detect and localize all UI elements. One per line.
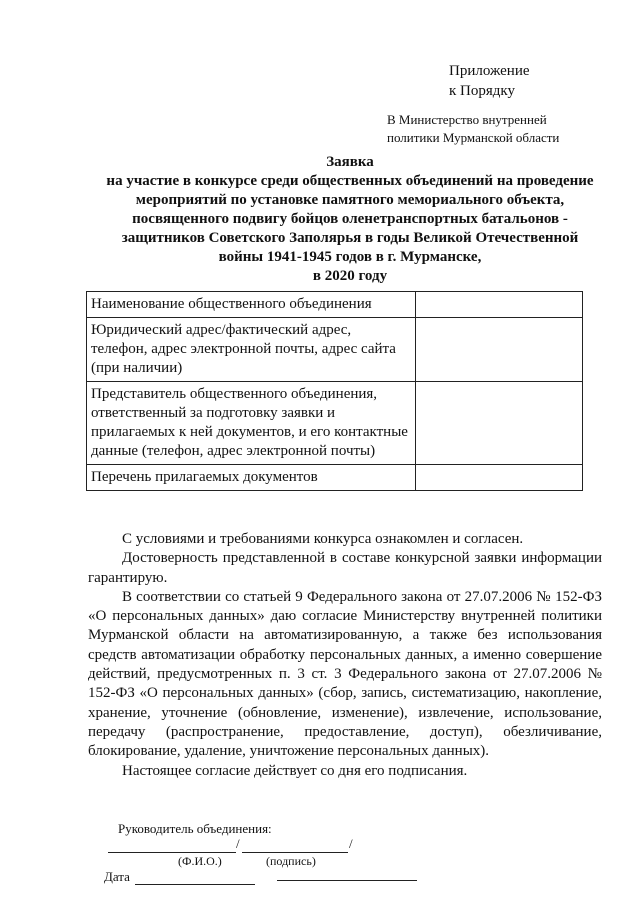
signature-caption: (подпись)	[266, 854, 316, 868]
title-line: защитников Советского Заполярья в годы Великой Отечественной	[121, 230, 579, 246]
row-label-address-contacts: Юридический адрес/фактический адрес, телефон, адрес электронной почты, адрес сайта (при наличии)	[87, 318, 416, 382]
date-line[interactable]	[135, 884, 255, 885]
table-row	[87, 292, 583, 318]
signature-role-label: Руководитель объединения:	[118, 821, 272, 836]
row-label-representative: Представитель общественного объединения, ответственный за подготовку заявки и прилагаемых к ней документов, и его контактные данные (телефон, адрес электронной почты)	[87, 382, 416, 465]
addressee	[387, 111, 559, 147]
title-line: на участие в конкурсе среди общественных объединений на проведение	[106, 173, 594, 189]
appendix-line-2: к Порядку	[449, 83, 515, 99]
separator-slash: /	[236, 836, 240, 851]
addressee-line-1: В Министерство внутренней	[387, 112, 547, 127]
title-line: посвященного подвигу бойцов оленетранспортных батальонов -	[132, 211, 568, 227]
document-title	[90, 153, 610, 286]
representative-field[interactable]	[415, 382, 582, 465]
consent-text	[88, 530, 602, 781]
fio-caption: (Ф.И.О.)	[178, 854, 222, 868]
address-contacts-field[interactable]	[415, 318, 582, 382]
table-row	[87, 382, 583, 465]
footer-rule	[277, 880, 417, 881]
application-form-table	[86, 291, 583, 491]
table-row	[87, 465, 583, 491]
paragraph: В соответствии со статьей 9 Федерального закона от 27.07.2006 № 152-ФЗ «О персональных данных» даю согласие Министерству внутренней политики Мурманской области на автоматизированную, а также без использования средств автоматизации обработку персональных данных, а именно совершение действий, предусмотренных п. 3 ст. 3 Федерального закона от 27.07.2006 № 152-ФЗ «О персональных данных» (сбор, запись, систематизацию, накопление, хранение, уточнение (обновление, изменение), извлечение, использование, передачу (распространение, предоставление, доступ), обезличивание, блокирование, удаление, уничтожение персональных данных).	[88, 588, 602, 760]
addressee-line-2: политики Мурманской области	[387, 130, 560, 145]
signature-line[interactable]	[242, 852, 348, 853]
appendix-note	[449, 61, 530, 101]
row-label-attached-documents: Перечень прилагаемых документов	[87, 465, 416, 491]
paragraph: С условиями и требованиями конкурса ознакомлен и согласен.	[122, 531, 524, 547]
paragraph: Настоящее согласие действует со дня его подписания.	[122, 762, 468, 779]
row-label-organization-name: Наименование общественного объединения	[87, 292, 416, 318]
date-label: Дата	[104, 869, 130, 884]
paragraph: Достоверность представленной в составе конкурсной заявки информации гарантирую.	[88, 550, 602, 586]
title-line: войны 1941-1945 годов в г. Мурманске,	[218, 249, 482, 265]
appendix-line-1: Приложение	[449, 63, 530, 79]
table-row	[87, 318, 583, 382]
separator-slash: /	[349, 836, 353, 851]
attached-documents-field[interactable]	[415, 465, 582, 491]
title-line: Заявка	[326, 154, 374, 170]
title-line: в 2020 году	[312, 268, 388, 284]
title-line: мероприятий по установке памятного мемориального объекта,	[135, 192, 565, 208]
organization-name-field[interactable]	[415, 292, 582, 318]
fio-line[interactable]	[108, 852, 236, 853]
